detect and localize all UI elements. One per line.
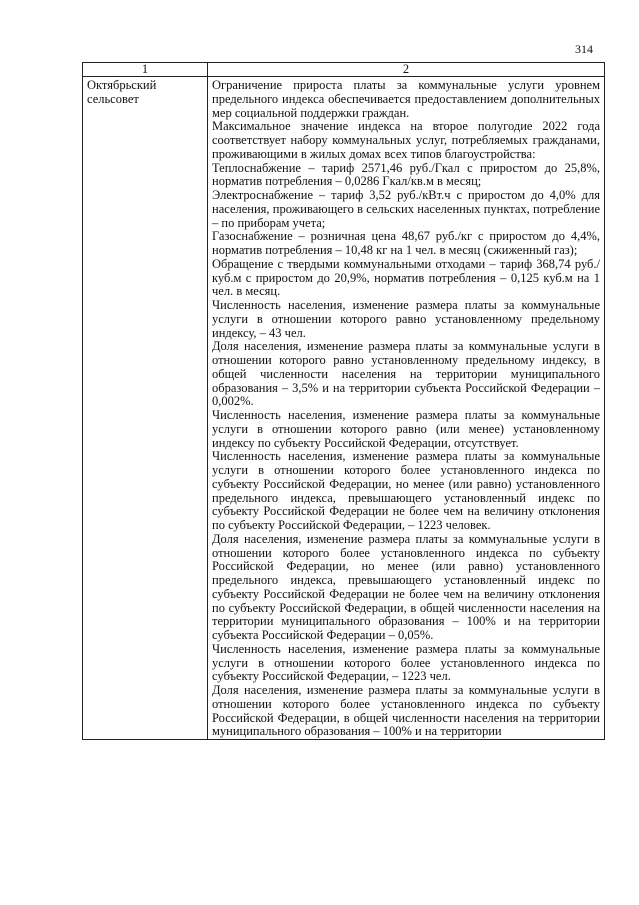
column-header-2: 2 [208,63,605,77]
paragraph-population-equal: Численность населения, изменение размера платы за коммунальные услуги в отношении которого равно установленному предельному индексу, – 43 чел. [212,298,600,340]
municipality-name: Октябрьский сельсовет [83,77,208,740]
document-table [82,62,605,740]
paragraph-share-equal: Доля населения, изменение размера платы за коммунальные услуги в отношении которого равно установленному предельному индексу, в общей численности населения на территории муниципального образования – 3,5% и на территории субъекта Российской Федерации – 0,002%. [212,339,600,409]
page-number: 314 [575,42,593,56]
paragraph-population-less: Численность населения, изменение размера платы за коммунальные услуги в отношении которого равно (или менее) установленному индексу по субъекту Российской Федерации, отсутствует. [212,408,600,450]
paragraph-gas: Газоснабжение – розничная цена 48,67 руб./кг с приростом до 4,4%, норматив потребления – 10,48 кг на 1 чел. в месяц (сжиженный газ); [212,229,600,257]
paragraph-electricity: Электроснабжение – тариф 3,52 руб./кВт.ч с приростом до 4,0% для населения, проживающего в сельских населенных пунктах, потребление – по приборам учета; [212,188,600,230]
paragraph-share-between: Доля населения, изменение размера платы за коммунальные услуги в отношении которого более установленного индекса по субъекту Российской Федерации, но менее (или равно) установленного предельного индекса, превышающего установленный индекс по субъекту Российской Федерации не более чем на величину отклонения по субъекту Российской Федерации, в общей численности населения на территории муниципального образования – 100% и на территории субъекта Российской Федерации – 0,05%. [212,531,600,642]
paragraph-max-index: Максимальное значение индекса на второе полугодие 2022 года соответствует набору коммунальных услуг, потребляемых гражданами, проживающими в жилых домах всех типов благоустройства: [212,119,600,161]
paragraph-share-more: Доля населения, изменение размера платы за коммунальные услуги в отношении которого более установленного индекса по субъекту Российской Федерации, в общей численности населения на территории муниципального образования – 100% и на территории [212,683,600,739]
table-header-row [83,63,605,77]
description-cell [208,77,605,740]
paragraph-heating: Теплоснабжение – тариф 2571,46 руб./Гкал с приростом до 25,8%, норматив потребления – 0,0286 Гкал/кв.м в месяц; [212,160,600,189]
paragraph-population-between: Численность населения, изменение размера платы за коммунальные услуги в отношении которого более установленного индекса по субъекту Российской Федерации, но менее (или равно) установленного предельного индекса, превышающего установленный индекс по субъекту Российской Федерации не более чем на величину отклонения по субъекту Российской Федерации, – 1223 человек. [212,449,600,532]
paragraph-population-more: Численность населения, изменение размера платы за коммунальные услуги в отношении которого более установленного индекса по субъекту Российской Федерации, – 1223 чел. [212,641,600,684]
paragraph-restriction: Ограничение прироста платы за коммунальные услуги уровнем предельного индекса обеспечивается предоставлением дополнительных мер социальной поддержки граждан. [212,78,600,120]
table-row [83,77,605,740]
paragraph-waste: Обращение с твердыми коммунальными отходами – тариф 368,74 руб./куб.м с приростом до 20,9%, норматив потребления – 0,125 куб.м на 1 чел. в месяц. [212,256,600,299]
column-header-1: 1 [83,63,208,77]
